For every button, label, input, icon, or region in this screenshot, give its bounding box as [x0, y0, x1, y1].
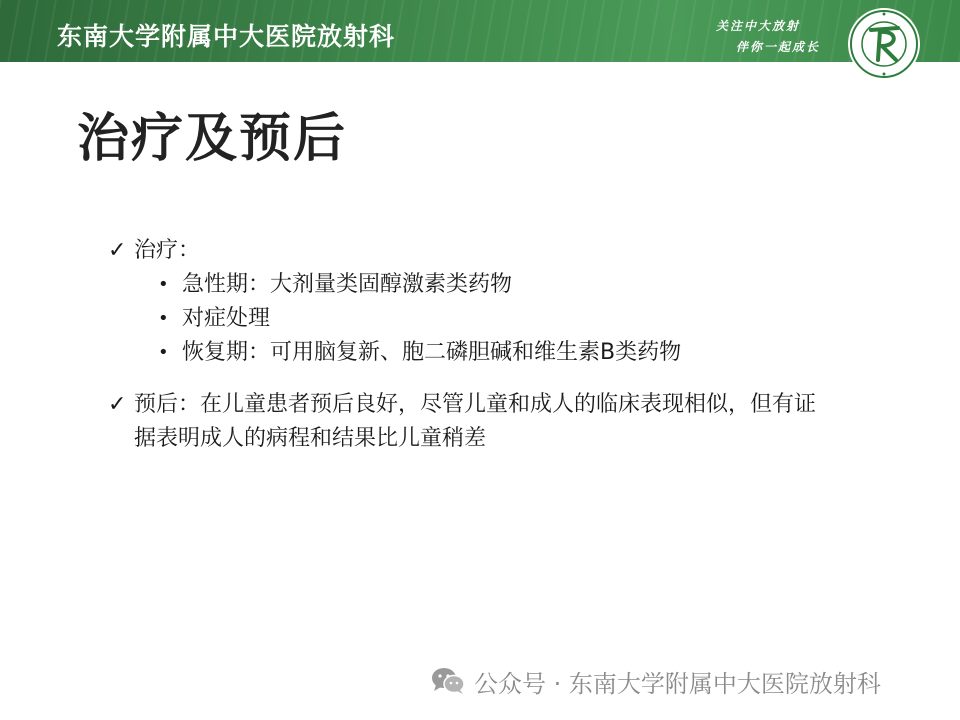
treatment-item-3: 恢复期：可用脑复新、胞二磷胆碱和维生素B类药物 — [182, 340, 682, 365]
slide-title: 治疗及预后 — [77, 109, 348, 169]
radiology-department-logo-icon — [846, 6, 922, 82]
list-item — [158, 336, 868, 370]
checkmark-icon: ✓ — [108, 392, 127, 417]
treatment-item-1: 急性期：大剂量类固醇激素类药物 — [182, 272, 513, 297]
slogan-line-1: 关注中大放射 — [716, 19, 801, 33]
footer-text: 公众号 · 东南大学附属中大医院放射科 — [474, 669, 881, 698]
slogan-line-2: 伴你一起成长 — [736, 40, 821, 54]
bullet-icon: • — [158, 274, 169, 295]
treatment-item-2: 对症处理 — [182, 306, 271, 331]
wechat-icon — [430, 666, 466, 696]
prognosis-text: 预后：在儿童患者预后良好，尽管儿童和成人的临床表现相似，但有证据表明成人的病程和结果比儿童稍差 — [134, 392, 817, 451]
list-item — [158, 268, 868, 302]
footer-watermark — [430, 664, 881, 698]
checkmark-icon: ✓ — [108, 238, 127, 263]
treatment-heading — [108, 234, 868, 268]
bullet-icon: • — [158, 342, 169, 363]
treatment-label: 治疗： — [134, 238, 201, 263]
prognosis-paragraph — [108, 388, 868, 456]
slide-content — [108, 234, 868, 456]
list-item — [158, 302, 868, 336]
bullet-icon: • — [158, 308, 169, 329]
header-title: 东南大学附属中大医院放射科 — [57, 22, 396, 51]
header-bar — [0, 0, 960, 62]
